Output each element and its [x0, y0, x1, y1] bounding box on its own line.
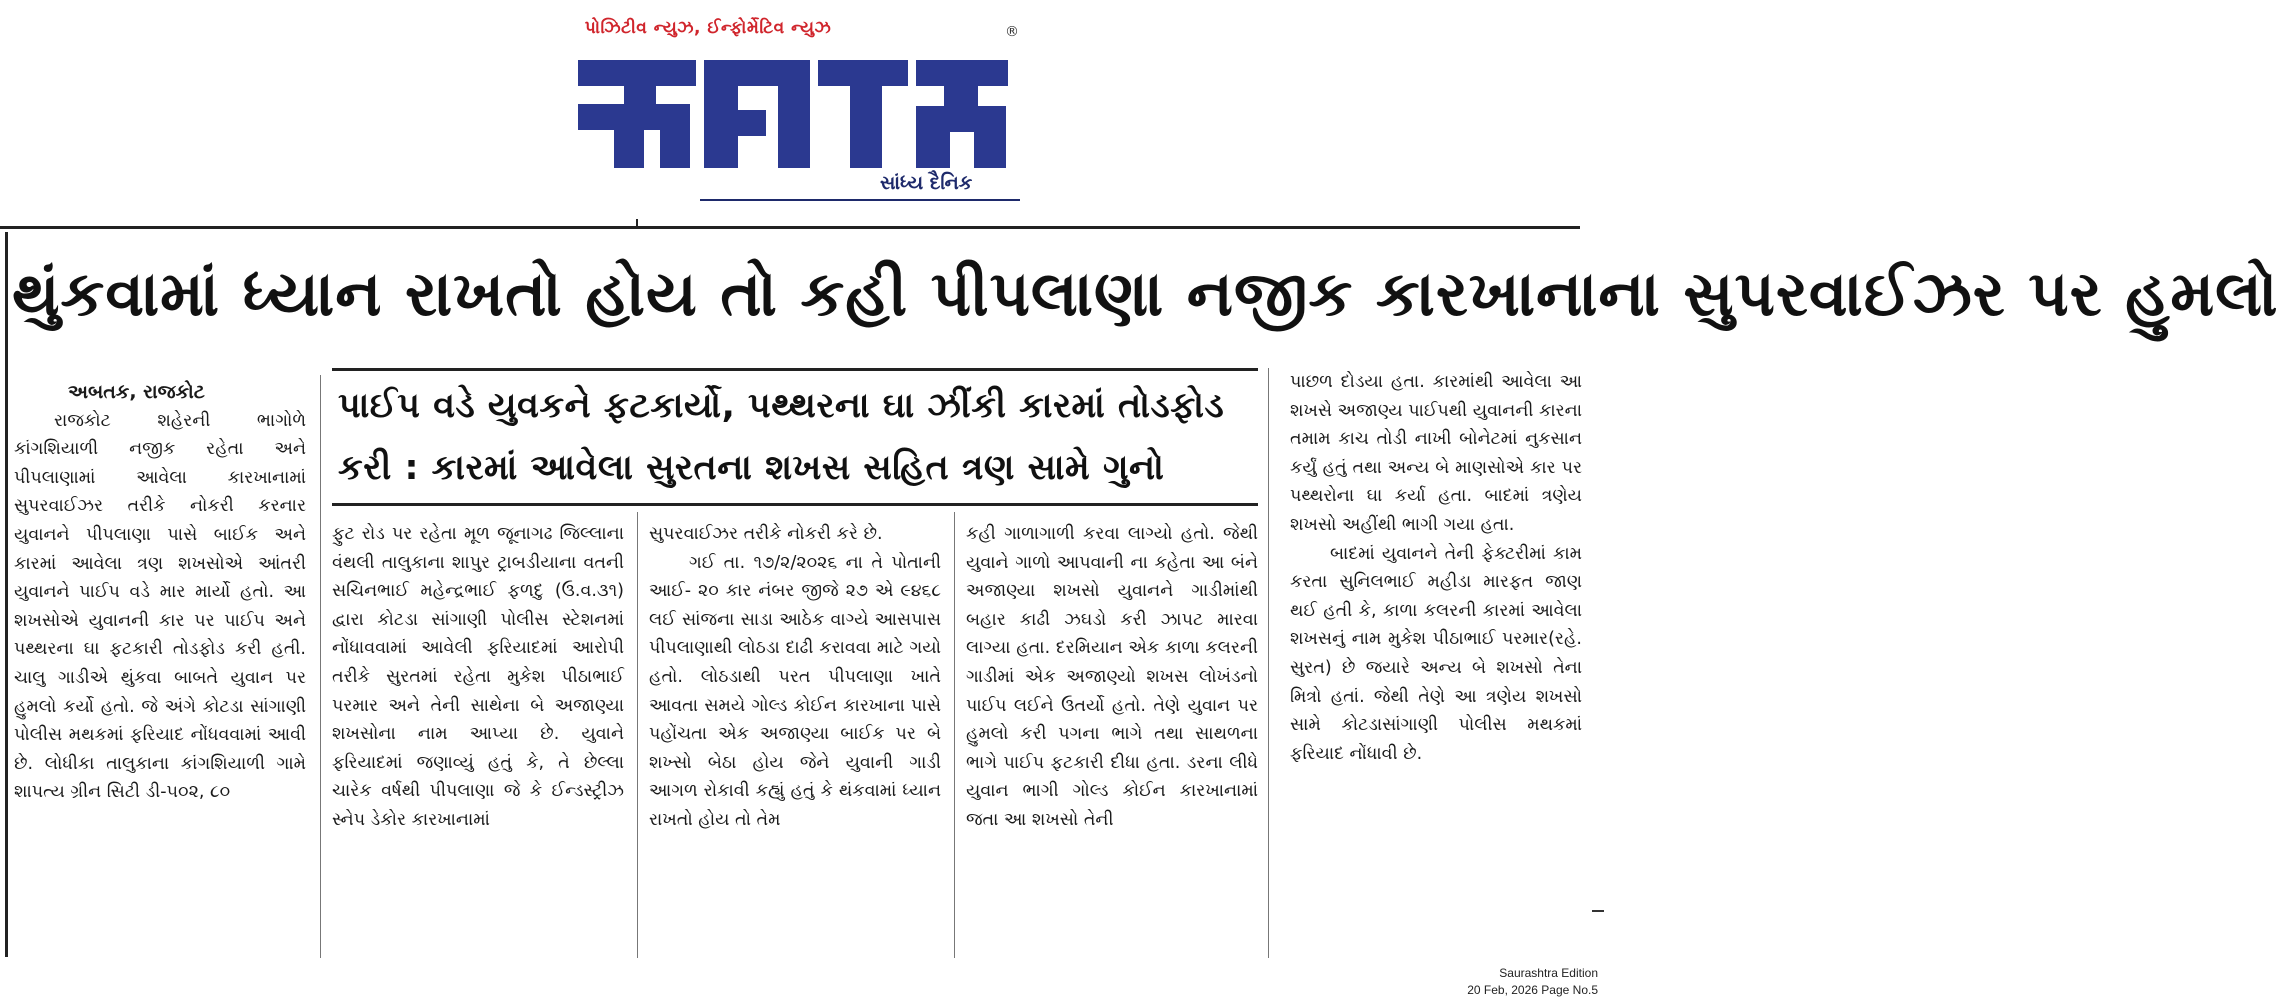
article-text: રાજકોટ શહેરની ભાગોળે કાંગશિયાળી નજીક રહેતા અને પીપલાણામાં આવેલા કારખાનામાં સુપરવાઈઝર તરીકે નોકરી કરનાર યુવાનને પીપલાણા પાસે બાઈક અને કારમાં આવેલા ત્રણ શખસોએ આંતરી યુવાનને પાઈપ વડે માર માર્યો હતો. આ શખસોએ યુવાનની કાર પર પાઈપ અને પથ્થરના ઘા ફટકારી તોડફોડ કરી હતી. ચાલુ ગાડીએ થુંકવા બાબતે યુવાન પર હુમલો કર્યો હતો. જે અંગે કોટડા સાંગાણી પોલીસ મથકમાં ફરિયાદ નોંધવવામાં આવી છે. લોધીકા તાલુકાના કાંગશિયાળી ગામે શાપત્ય ગ્રીન સિટી ડી-૫૦૨, ૮૦ [14, 410, 306, 803]
column-separator [1268, 368, 1269, 958]
registered-mark: ® [1005, 24, 1019, 40]
article-text: પાછળ દોડયા હતા. કારમાંથી આવેલા આ શખસે અજાણ્ય પાઈપથી યુવાનની કારના તમામ કાચ તોડી નાખી બોનેટમાં નુકસાન કર્યું હતું તથા અન્ય બે માણસોએ કાર પર પથ્થરોના ઘા કર્યા હતા. બાદમાં ત્રણેય શખસો અહીંથી ભાગી ગયા હતા. [1290, 372, 1582, 535]
article-column-5 [1290, 368, 1582, 958]
page-footer [1467, 965, 1598, 999]
logo-underline [700, 199, 1020, 201]
logo-text: અબતક [798, 42, 802, 43]
masthead [0, 0, 1608, 225]
article-dateline: અબતક, રાજકોટ [68, 381, 205, 403]
article-column-3 [649, 520, 941, 958]
article-text: ગઈ તા. ૧૭/૨/૨૦૨૬ ના તે પોતાની આઈ- ૨૦ કાર નંબર જીજે ૨૭ એ ૯૪૬૮ લઈ સાંજના સાડા આઠેક વાગ્યે આસપાસ પીપલાણાથી લોઠડા દાઢી કરાવવા માટે ગયો હતો. લોઠડાથી પરત પીપલાણા ખાતે આવતા સમયે ગોલ્ડ કોઈન કારખાના પાસે પહોંચતા એક અજાણ્યા બાઈક પર બે શખ્સો બેઠા હોય જેને યુવાની ગાડી આગળ રોકાવી કહ્યું હતું કે થંકવામાં ધ્યાન રાખતો હોય તો તેમ [649, 552, 941, 830]
top-rule [0, 226, 1580, 229]
article-text: ફુટ રોડ પર રહેતા મૂળ જૂનાગઢ જિલ્લાના વંથલી તાલુકાના શાપુર ટ્રાબડીયાના વતની સચિનભાઈ મહેન્દ્રભાઈ ફળદુ (ઉ.વ.૩૧) દ્વારા કોટડા સાંગાણી પોલીસ સ્ટેશનમાં નોંધાવવામાં આવેલી ફરિયાદમાં આરોપી તરીકે સુરતમાં રહેતા મુકેશ પીઠાભાઈ પરમાર અને તેની સાથેના બે અજાણ્યા શખસોના નામ આપ્યા છે. યુવાને ફરિયાદમાં જણાવ્યું હતું કે, તે છેલ્લા ચારેક વર્ષથી પીપલાણા જે કે ઈન્ડસ્ટ્રીઝ સ્નેપ ડેકોર કારખાનામાં [332, 524, 624, 830]
article-text: સુપરવાઈઝર તરીકે નોકરી કરે છે. [649, 524, 883, 544]
masthead-tagline: પોઝિટીવ ન્યુઝ, ઈન્ફોર્મેટિવ ન્યુઝ [584, 18, 832, 38]
column-separator [320, 375, 321, 958]
article-column-4 [966, 520, 1258, 958]
abtak-logo [578, 42, 1018, 180]
footer-edition: Saurashtra Edition [1499, 966, 1598, 980]
edition-label: સાંધ્ય દૈનિક [880, 172, 973, 194]
article-column-2 [332, 520, 624, 958]
article-headline: થુંકવામાં ધ્યાન રાખતો હોય તો કહી પીપલાણા નજીક કારખાનાના સુપરવાઈઝર પર હુમલો [12, 257, 2278, 330]
article-text: કહી ગાળાગાળી કરવા લાગ્યો હતો. જેથી યુવાને ગાળો આપવાની ના કહેતા આ બંને અજાણ્યા શખસો યુવાનને ગાડીમાંથી બહાર કાઢી ઝઘડો કરી ઝાપટ મારવા લાગ્યા હતા. દરમિયાન એક કાળા કલરની ગાડીમાં એક અજાણ્યો શખસ લોખંડનો પાઈપ લઈને ઉતર્યો હતો. તેણે યુવાન પર હુમલો કરી પગના ભાગે તથા સાથળના ભાગે પાઈપ ફટકારી દીધા હતા. ડરના લીધે યુવાન ભાગી ગોલ્ડ કોઈન કારખાનામાં જતા આ શખસો તેની [966, 524, 1258, 830]
footer-date-page: 20 Feb, 2026 Page No.5 [1467, 983, 1598, 997]
left-border [5, 232, 8, 957]
article-column-1 [14, 378, 306, 958]
article-text: બાદમાં યુવાનને તેની ફેક્ટરીમાં કામ કરતા સુનિલભાઈ મહીડા મારફત જાણ થઈ હતી કે, કાળા કલરની કારમાં આવેલા શખસનું નામ મુકેશ પીઠાભાઈ પરમાર(રહે. સુરત) છે જયારે અન્ય બે શખસો તેના મિત્રો હતાં. જેથી તેણે આ ત્રણેય શખસો સામે કોટડાસાંગાણી પોલીસ મથકમાં ફરિયાદ નોંધાવી છે. [1290, 543, 1582, 764]
subheadline-box [332, 368, 1258, 506]
column-separator [637, 512, 638, 958]
column-separator [954, 512, 955, 958]
continuation-dash [1592, 910, 1604, 912]
article-subheadline: પાઈપ વડે યુવકને ફટકાર્યો, પથ્થરના ઘા ઝીંકી કારમાં તોડફોડ કરી : કારમાં આવેલા સુરતના શખસ સહિત ત્રણ સામે ગુનો [338, 386, 1225, 488]
rule-tick [636, 219, 638, 229]
